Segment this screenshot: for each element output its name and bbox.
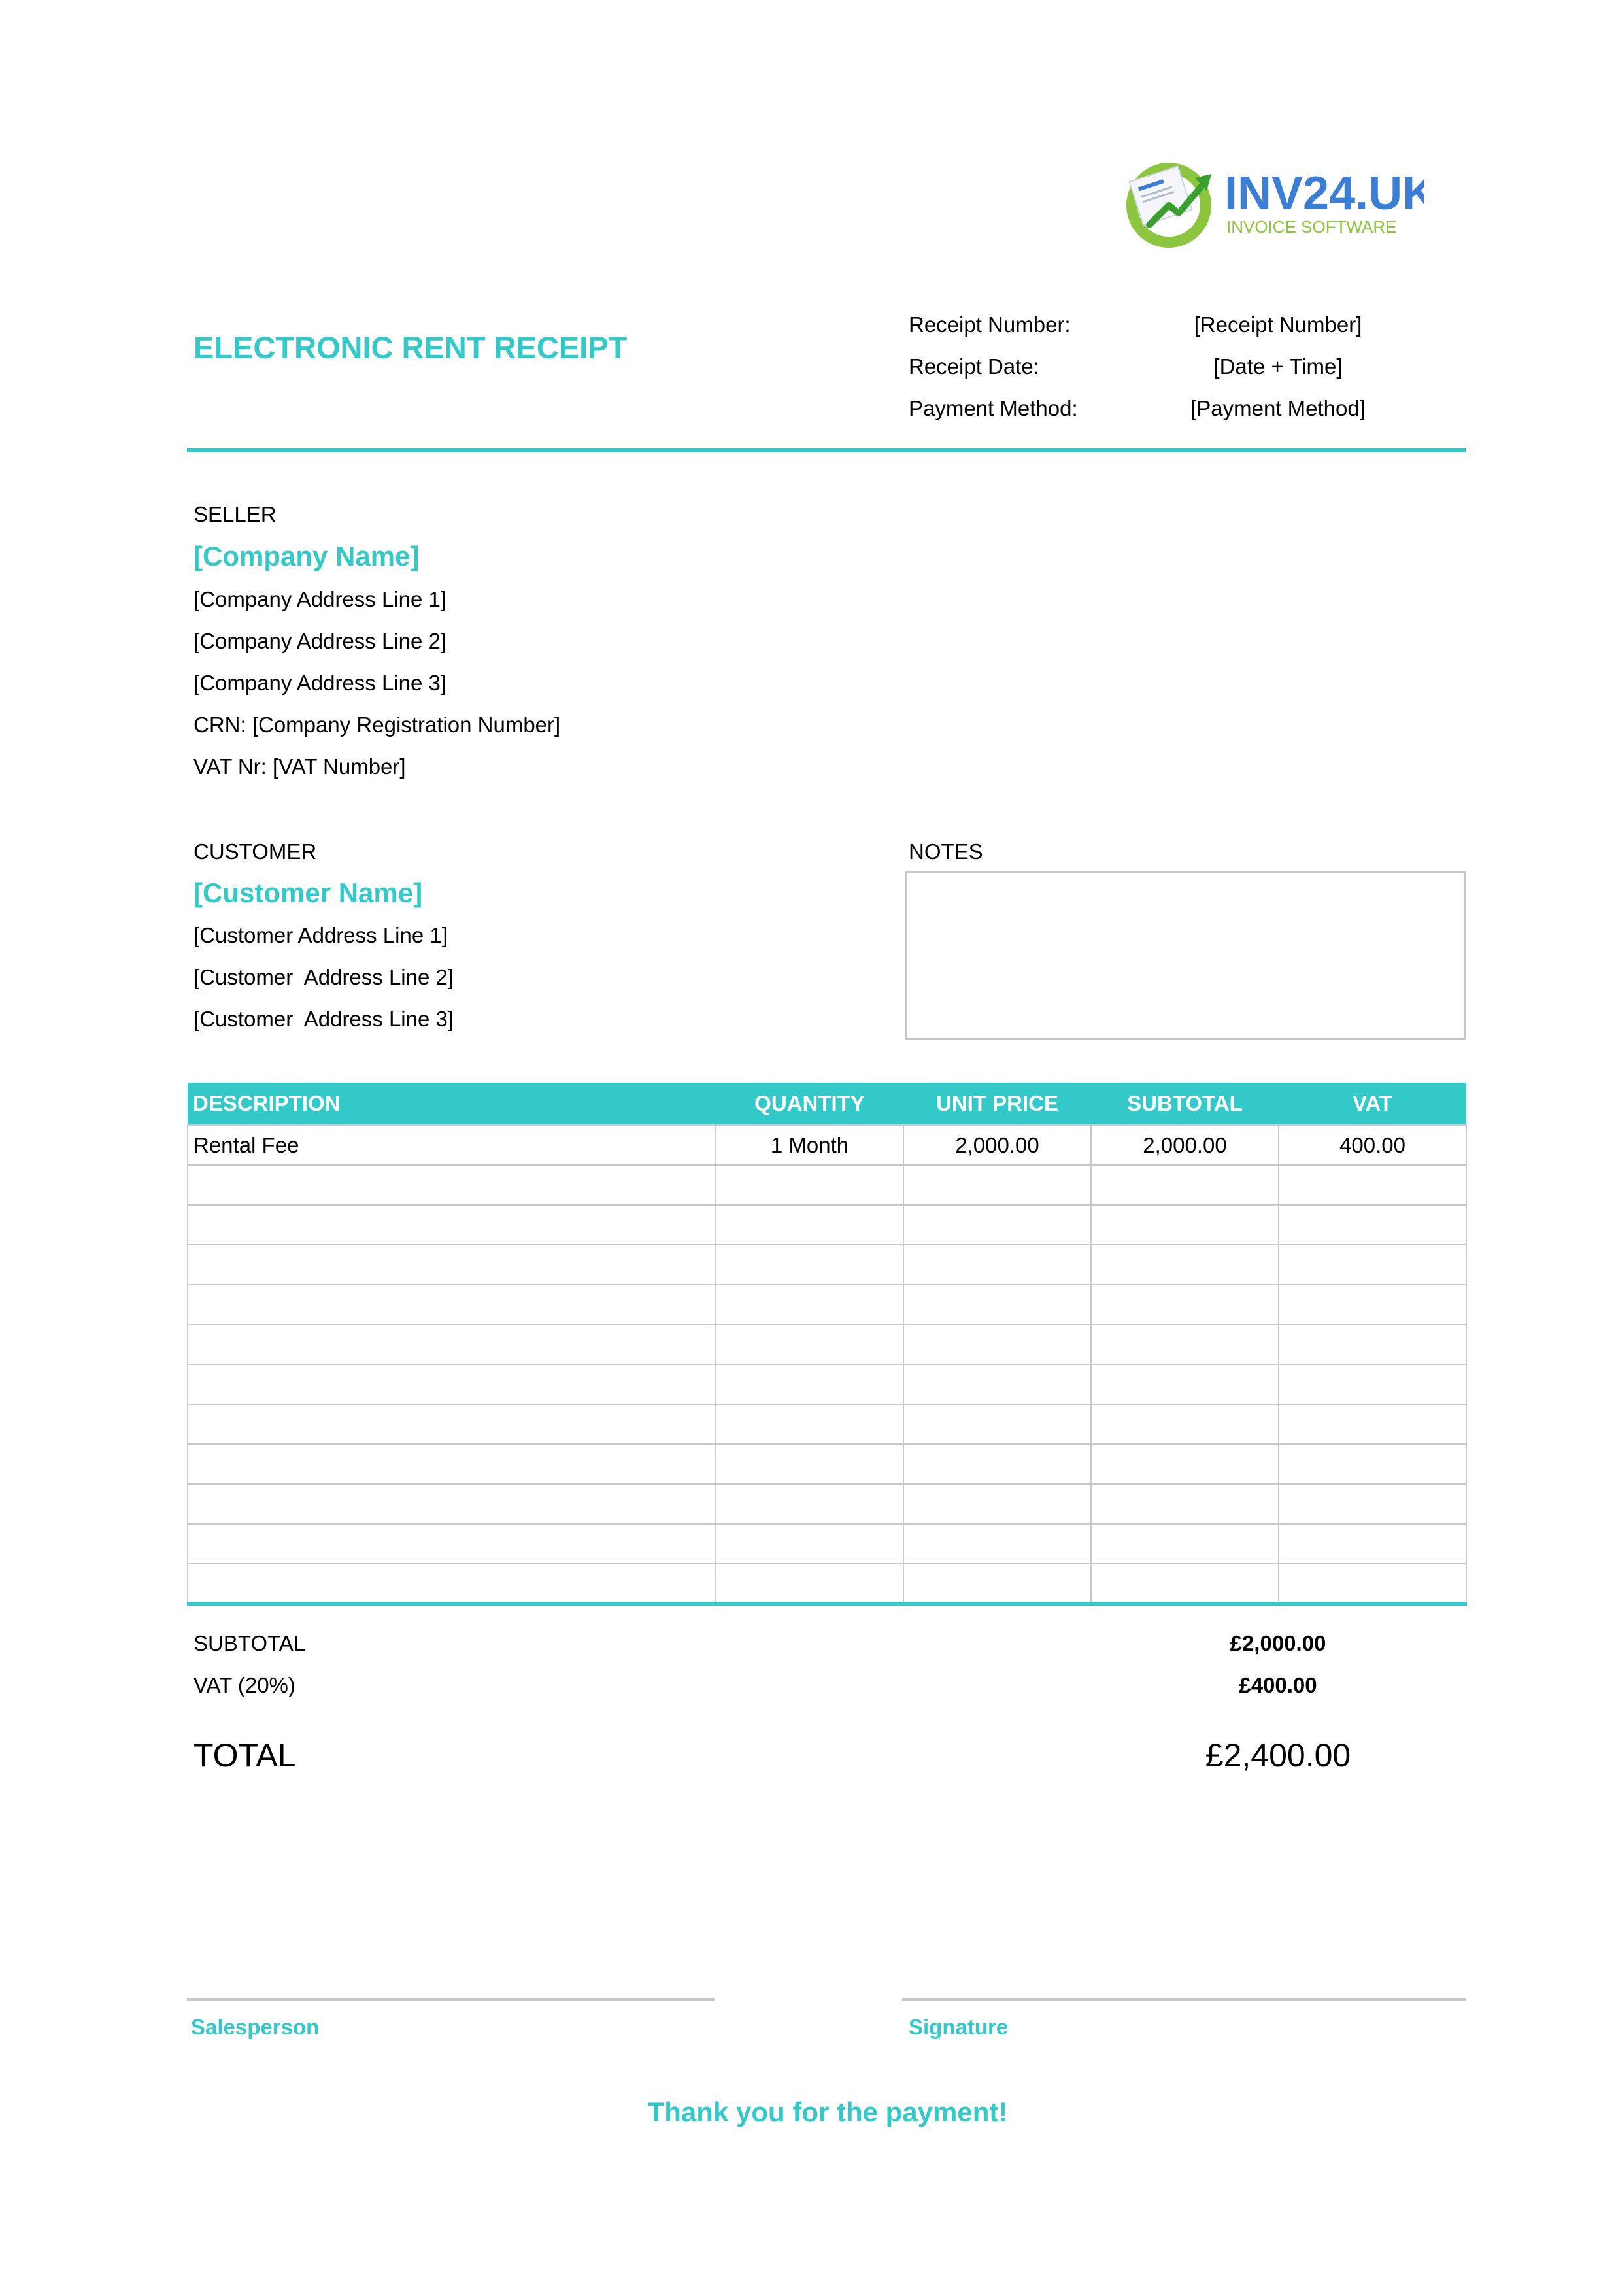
cell-unit-price xyxy=(903,1364,1091,1404)
cell-vat xyxy=(1279,1165,1466,1205)
cell-vat xyxy=(1279,1205,1466,1245)
cell-vat: 400.00 xyxy=(1279,1125,1466,1165)
cell-quantity xyxy=(716,1524,903,1564)
customer-label: CUSTOMER xyxy=(193,839,317,864)
cell-description xyxy=(188,1404,716,1444)
cell-quantity xyxy=(716,1484,903,1524)
cell-quantity xyxy=(716,1404,903,1444)
vat-value: £400.00 xyxy=(1239,1673,1317,1697)
cell-subtotal xyxy=(1091,1564,1279,1604)
cell-subtotal xyxy=(1091,1524,1279,1564)
salesperson-line xyxy=(187,1998,715,2001)
cell-subtotal xyxy=(1091,1444,1279,1484)
table-row xyxy=(188,1444,1466,1484)
cell-quantity: 1 Month xyxy=(716,1125,903,1165)
items-body xyxy=(188,1125,1466,1604)
vat-label: VAT (20%) xyxy=(193,1673,295,1697)
cell-unit-price xyxy=(903,1325,1091,1364)
table-row xyxy=(188,1364,1466,1404)
total-label: TOTAL xyxy=(193,1737,296,1774)
seller-address-line-2: [Company Address Line 2] xyxy=(193,629,447,653)
table-row xyxy=(188,1325,1466,1364)
cell-quantity xyxy=(716,1325,903,1364)
cell-vat xyxy=(1279,1564,1466,1604)
cell-vat xyxy=(1279,1364,1466,1404)
cell-description xyxy=(188,1205,716,1245)
cell-description xyxy=(188,1564,716,1604)
seller-crn: CRN: [Company Registration Number] xyxy=(193,713,561,737)
cell-vat xyxy=(1279,1404,1466,1444)
payment-method-value: [Payment Method] xyxy=(1190,396,1366,420)
column-header-unit-price: UNIT PRICE xyxy=(903,1083,1091,1125)
column-header-vat: VAT xyxy=(1279,1083,1466,1125)
table-row xyxy=(188,1165,1466,1205)
cell-quantity xyxy=(716,1165,903,1205)
cell-unit-price xyxy=(903,1165,1091,1205)
cell-unit-price xyxy=(903,1564,1091,1604)
cell-vat xyxy=(1279,1524,1466,1564)
column-header-subtotal: SUBTOTAL xyxy=(1091,1083,1279,1125)
cell-unit-price xyxy=(903,1484,1091,1524)
column-header-description: DESCRIPTION xyxy=(188,1083,716,1125)
cell-description xyxy=(188,1484,716,1524)
cell-quantity xyxy=(716,1444,903,1484)
cell-description xyxy=(188,1165,716,1205)
thank-you-message: Thank you for the payment! xyxy=(647,2097,1008,2127)
cell-vat xyxy=(1279,1325,1466,1364)
cell-vat xyxy=(1279,1245,1466,1285)
cell-vat xyxy=(1279,1444,1466,1484)
logo-tagline: INVOICE SOFTWARE xyxy=(1226,217,1397,237)
cell-vat xyxy=(1279,1285,1466,1325)
payment-method-label: Payment Method: xyxy=(909,396,1078,420)
table-row xyxy=(188,1564,1466,1604)
signature-line xyxy=(902,1998,1466,2001)
items-header-row xyxy=(188,1083,1466,1125)
cell-subtotal: 2,000.00 xyxy=(1091,1125,1279,1165)
cell-subtotal xyxy=(1091,1364,1279,1404)
column-header-quantity: QUANTITY xyxy=(716,1083,903,1125)
cell-subtotal xyxy=(1091,1325,1279,1364)
table-row xyxy=(188,1125,1466,1165)
customer-address-line-2: [Customer Address Line 2] xyxy=(193,965,454,989)
cell-description xyxy=(188,1285,716,1325)
cell-description xyxy=(188,1524,716,1564)
cell-unit-price xyxy=(903,1285,1091,1325)
logo-graphic xyxy=(1123,153,1424,251)
receipt-number-label: Receipt Number: xyxy=(909,312,1071,337)
header-divider xyxy=(187,448,1466,452)
cell-unit-price xyxy=(903,1444,1091,1484)
cell-subtotal xyxy=(1091,1245,1279,1285)
table-row xyxy=(188,1205,1466,1245)
cell-unit-price xyxy=(903,1245,1091,1285)
notes-label: NOTES xyxy=(909,839,983,864)
customer-address-line-3: [Customer Address Line 3] xyxy=(193,1007,454,1031)
seller-vat-number: VAT Nr: [VAT Number] xyxy=(193,754,406,779)
salesperson-label: Salesperson xyxy=(191,2015,320,2039)
cell-description xyxy=(188,1325,716,1364)
cell-description: Rental Fee xyxy=(188,1125,716,1165)
cell-vat xyxy=(1279,1484,1466,1524)
cell-unit-price xyxy=(903,1524,1091,1564)
items-table xyxy=(187,1083,1467,1606)
seller-address-line-1: [Company Address Line 1] xyxy=(193,587,447,611)
cell-subtotal xyxy=(1091,1165,1279,1205)
cell-quantity xyxy=(716,1285,903,1325)
company-logo xyxy=(1123,153,1424,251)
total-value: £2,400.00 xyxy=(1205,1737,1351,1774)
subtotal-value: £2,000.00 xyxy=(1230,1631,1326,1655)
signature-label: Signature xyxy=(909,2015,1009,2039)
table-row xyxy=(188,1484,1466,1524)
cell-unit-price: 2,000.00 xyxy=(903,1125,1091,1165)
seller-name: [Company Name] xyxy=(193,541,420,571)
notes-box[interactable] xyxy=(905,871,1466,1040)
table-row xyxy=(188,1524,1466,1564)
cell-subtotal xyxy=(1091,1285,1279,1325)
logo-brand: INV24.UK xyxy=(1224,167,1424,220)
cell-subtotal xyxy=(1091,1404,1279,1444)
cell-subtotal xyxy=(1091,1484,1279,1524)
cell-unit-price xyxy=(903,1205,1091,1245)
receipt-number-value: [Receipt Number] xyxy=(1194,312,1362,337)
seller-address-line-3: [Company Address Line 3] xyxy=(193,671,447,695)
seller-label: SELLER xyxy=(193,502,277,526)
receipt-date-label: Receipt Date: xyxy=(909,354,1039,379)
cell-quantity xyxy=(716,1205,903,1245)
page-title: ELECTRONIC RENT RECEIPT xyxy=(193,330,628,365)
cell-subtotal xyxy=(1091,1205,1279,1245)
receipt-date-value: [Date + Time] xyxy=(1213,354,1343,379)
cell-description xyxy=(188,1364,716,1404)
cell-quantity xyxy=(716,1245,903,1285)
subtotal-label: SUBTOTAL xyxy=(193,1631,306,1655)
table-row xyxy=(188,1404,1466,1444)
cell-description xyxy=(188,1245,716,1285)
customer-name: [Customer Name] xyxy=(193,877,423,908)
cell-unit-price xyxy=(903,1404,1091,1444)
table-row xyxy=(188,1285,1466,1325)
cell-description xyxy=(188,1444,716,1484)
table-row xyxy=(188,1245,1466,1285)
cell-quantity xyxy=(716,1364,903,1404)
cell-quantity xyxy=(716,1564,903,1604)
customer-address-line-1: [Customer Address Line 1] xyxy=(193,923,448,947)
